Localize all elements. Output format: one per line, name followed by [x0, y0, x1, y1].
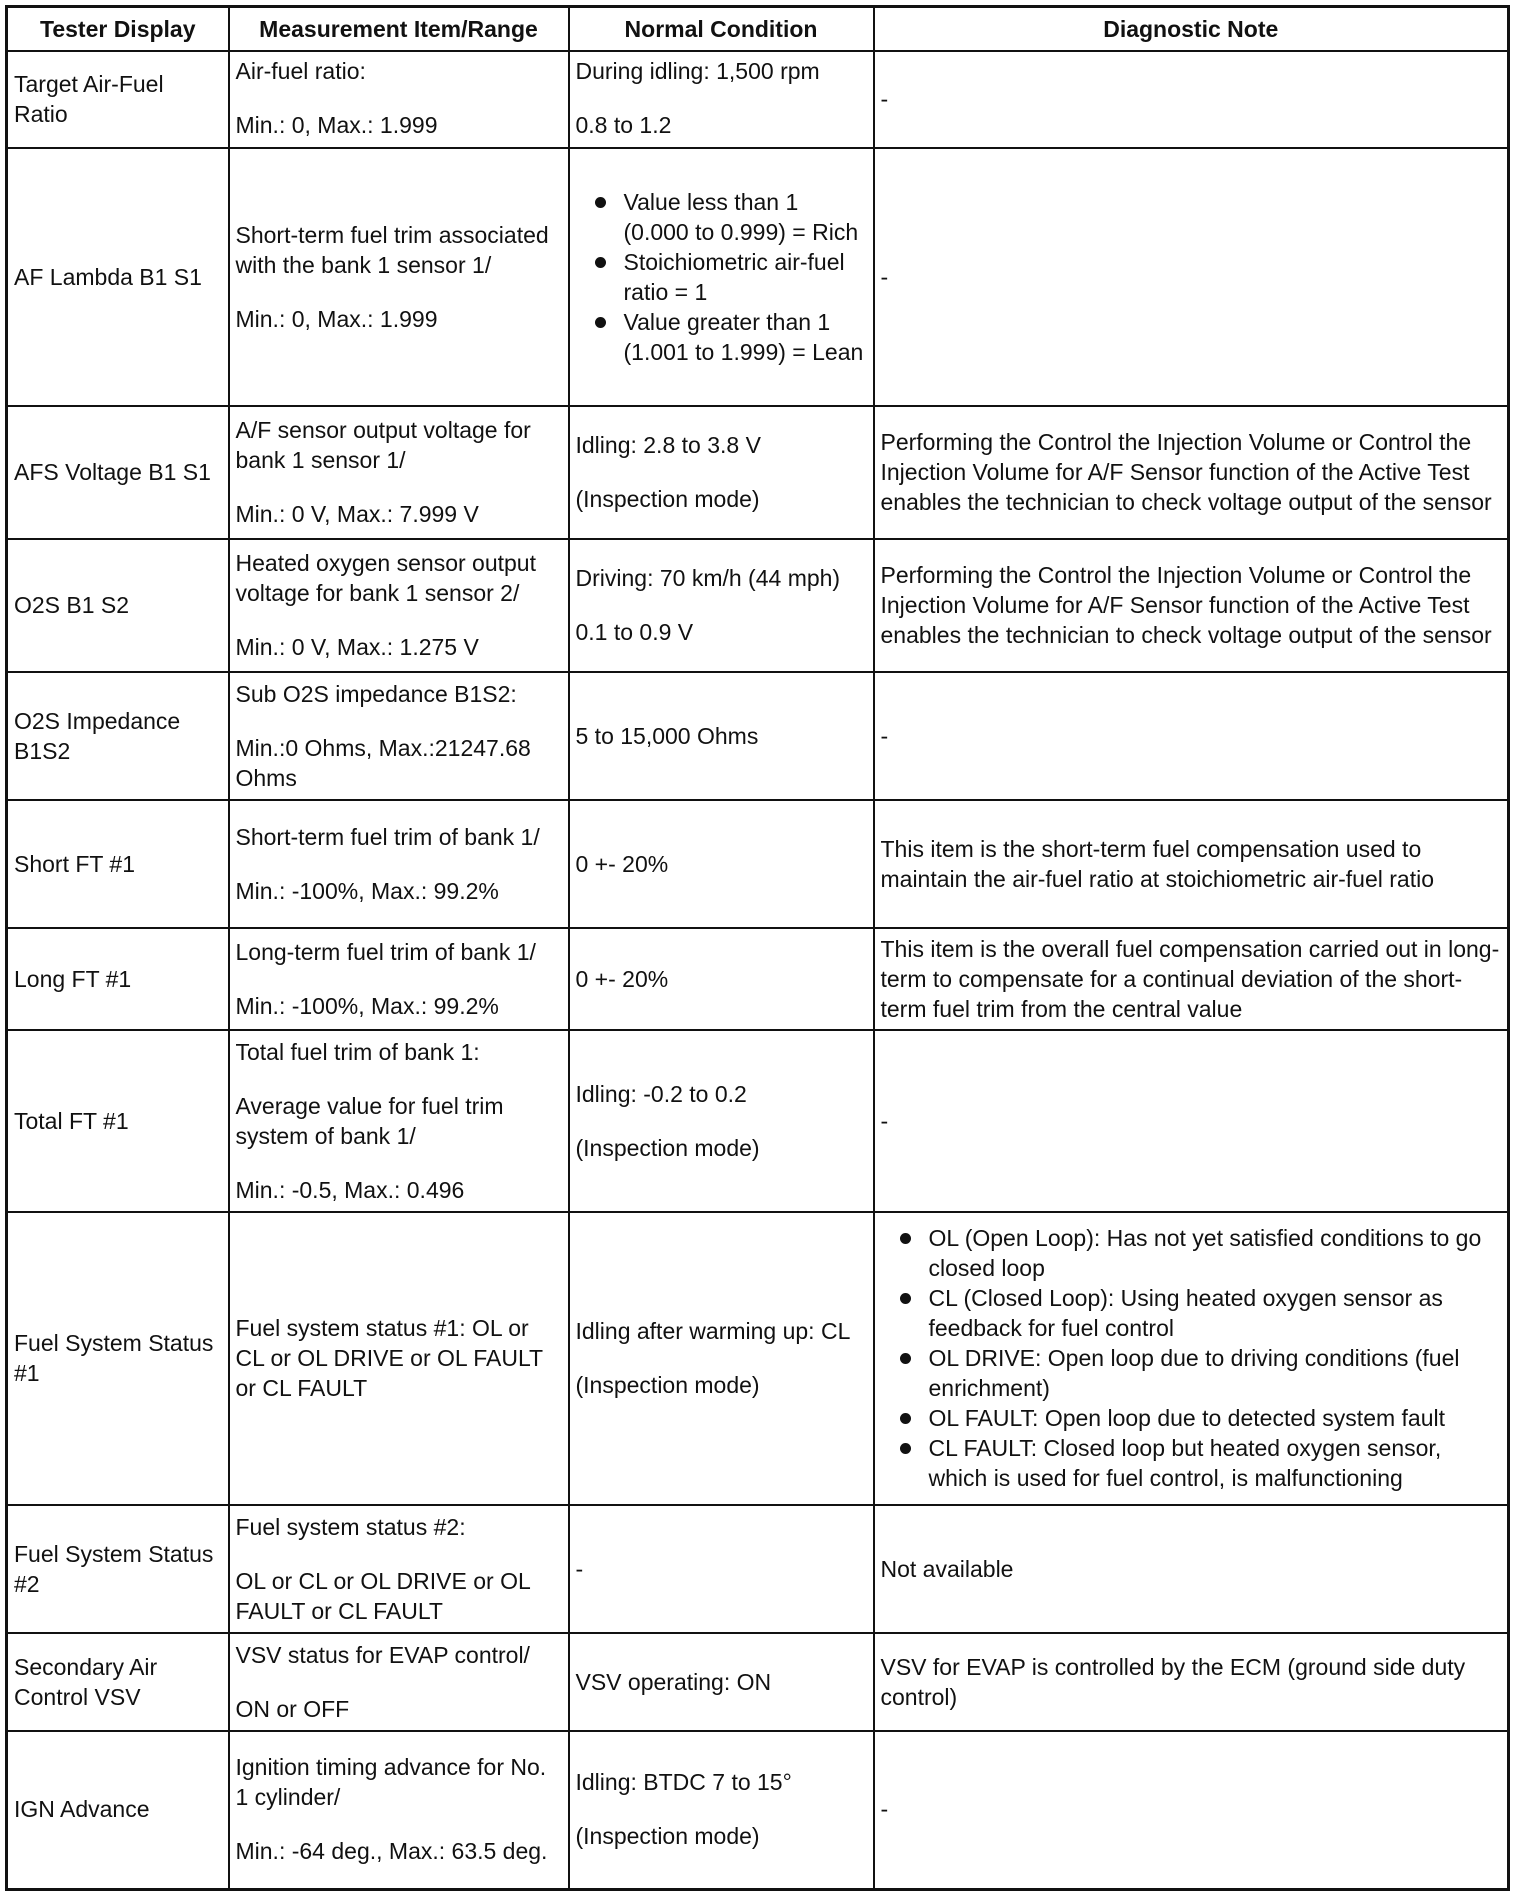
- normal-line: VSV operating: ON: [575, 1668, 772, 1695]
- table-row: [7, 672, 1509, 800]
- measurement-line: Min.:0 Ohms, Max.:21247.68 Ohms: [235, 734, 531, 791]
- normal-bullet-list: [576, 187, 867, 367]
- cell-normal-condition: [569, 1212, 874, 1505]
- cell-measurement: [229, 928, 569, 1030]
- cell-diagnostic-note: -: [874, 1030, 1509, 1212]
- header-tester-display: Tester Display: [7, 7, 229, 52]
- normal-line: (Inspection mode): [575, 1134, 760, 1161]
- cell-normal-condition: [569, 928, 874, 1030]
- cell-normal-condition: [569, 1505, 874, 1633]
- cell-diagnostic-note: Performing the Control the Injection Volume or Control the Injection Volume for A/F Sensor function of the Active Test enables the technician to check voltage output of the sensor: [874, 539, 1509, 672]
- cell-diagnostic-note: Performing the Control the Injection Volume or Control the Injection Volume for A/F Sensor function of the Active Test enables the technician to check voltage output of the sensor: [874, 406, 1509, 539]
- cell-normal-condition: [569, 672, 874, 800]
- measurement-line: Min.: -0.5, Max.: 0.496: [235, 1176, 465, 1203]
- cell-tester-display: Secondary Air Control VSV: [7, 1633, 229, 1731]
- diagnostic-data-table-page: [5, 5, 1507, 1891]
- cell-measurement: [229, 148, 569, 406]
- measurement-line: Min.: -100%, Max.: 99.2%: [235, 877, 499, 904]
- measurement-line: Total fuel trim of bank 1:: [235, 1038, 480, 1065]
- cell-normal-condition: [569, 1633, 874, 1731]
- table-row: [7, 928, 1509, 1030]
- normal-line: 0 +- 20%: [575, 850, 669, 877]
- cell-normal-condition: [569, 800, 874, 928]
- cell-tester-display: O2S Impedance B1S2: [7, 672, 229, 800]
- cell-tester-display: AF Lambda B1 S1: [7, 148, 229, 406]
- header-measurement-item: Measurement Item/Range: [229, 7, 569, 52]
- cell-tester-display: Fuel System Status #2: [7, 1505, 229, 1633]
- normal-line: (Inspection mode): [575, 1372, 760, 1398]
- cell-normal-condition: [569, 406, 874, 539]
- table-row: [7, 1030, 1509, 1212]
- measurement-line: Sub O2S impedance B1S2:: [235, 680, 517, 707]
- note-bullet-list: [881, 1223, 1502, 1493]
- table-row: [7, 51, 1509, 148]
- measurement-line: ON or OFF: [235, 1695, 350, 1722]
- normal-line: Idling: 2.8 to 3.8 V: [575, 432, 761, 458]
- normal-line: (Inspection mode): [575, 1823, 760, 1850]
- cell-diagnostic-note: -: [874, 1731, 1509, 1889]
- measurement-line: Min.: 0, Max.: 1.999: [235, 112, 438, 138]
- table-row: [7, 1633, 1509, 1731]
- bullet-item: OL FAULT: Open loop due to detected system fault: [881, 1403, 1502, 1433]
- bullet-item: Value greater than 1 (1.001 to 1.999) = Lean: [576, 307, 867, 367]
- cell-normal-condition: [569, 148, 874, 406]
- cell-tester-display: Fuel System Status #1: [7, 1212, 229, 1505]
- normal-line: Idling: BTDC 7 to 15°: [575, 1769, 792, 1796]
- cell-diagnostic-note: -: [874, 51, 1509, 148]
- measurement-line: Heated oxygen sensor output voltage for bank 1 sensor 2/: [235, 550, 536, 606]
- normal-line: 0 +- 20%: [575, 965, 669, 992]
- cell-tester-display: Target Air-Fuel Ratio: [7, 51, 229, 148]
- normal-line: 5 to 15,000 Ohms: [575, 722, 759, 749]
- data-list-table: [5, 5, 1510, 1891]
- cell-diagnostic-note: -: [874, 148, 1509, 406]
- measurement-line: Min.: -64 deg., Max.: 63.5 deg.: [235, 1838, 548, 1865]
- cell-diagnostic-note: This item is the overall fuel compensation carried out in long-term to compensate for a continual deviation of the short-term fuel trim from the central value: [874, 928, 1509, 1030]
- measurement-line: Min.: -100%, Max.: 99.2%: [235, 992, 499, 1019]
- measurement-line: Average value for fuel trim system of bank 1/: [235, 1092, 504, 1149]
- measurement-line: Short-term fuel trim of bank 1/: [235, 823, 540, 850]
- cell-measurement: [229, 539, 569, 672]
- cell-diagnostic-note: This item is the short-term fuel compensation used to maintain the air-fuel ratio at stoichiometric air-fuel ratio: [874, 800, 1509, 928]
- normal-line: During idling: 1,500 rpm: [575, 58, 820, 84]
- header-row: [7, 7, 1509, 52]
- normal-line: 0.8 to 1.2: [575, 112, 672, 138]
- table-row: [7, 1731, 1509, 1889]
- measurement-line: Fuel system status #2:: [235, 1513, 466, 1540]
- cell-measurement: [229, 406, 569, 539]
- cell-measurement: [229, 1633, 569, 1731]
- cell-normal-condition: [569, 51, 874, 148]
- normal-line: (Inspection mode): [575, 486, 760, 512]
- measurement-line: OL or CL or OL DRIVE or OL FAULT or CL FAULT: [235, 1567, 530, 1624]
- measurement-line: Ignition timing advance for No. 1 cylinder/: [235, 1754, 547, 1811]
- cell-measurement: [229, 1030, 569, 1212]
- cell-measurement: [229, 1212, 569, 1505]
- table-row: [7, 800, 1509, 928]
- bullet-item: CL FAULT: Closed loop but heated oxygen sensor, which is used for fuel control, is malfunctioning: [881, 1433, 1502, 1493]
- cell-tester-display: Long FT #1: [7, 928, 229, 1030]
- measurement-line: Short-term fuel trim associated with the bank 1 sensor 1/: [235, 221, 549, 278]
- bullet-item: OL (Open Loop): Has not yet satisfied conditions to go closed loop: [881, 1223, 1502, 1283]
- cell-diagnostic-note: Not available: [874, 1505, 1509, 1633]
- cell-diagnostic-note: [874, 1212, 1509, 1505]
- cell-normal-condition: [569, 539, 874, 672]
- measurement-line: Min.: 0 V, Max.: 1.275 V: [235, 634, 479, 660]
- normal-line: Idling: -0.2 to 0.2: [575, 1080, 747, 1107]
- normal-line: -: [575, 1555, 584, 1582]
- cell-tester-display: O2S B1 S2: [7, 539, 229, 672]
- measurement-line: Min.: 0, Max.: 1.999: [235, 305, 438, 332]
- measurement-line: Fuel system status #1: OL or CL or OL DRIVE or OL FAULT or CL FAULT: [235, 1315, 543, 1401]
- table-row: [7, 1505, 1509, 1633]
- bullet-item: OL DRIVE: Open loop due to driving conditions (fuel enrichment): [881, 1343, 1502, 1403]
- bullet-item: CL (Closed Loop): Using heated oxygen sensor as feedback for fuel control: [881, 1283, 1502, 1343]
- cell-normal-condition: [569, 1731, 874, 1889]
- table-row: [7, 406, 1509, 539]
- cell-measurement: [229, 1731, 569, 1889]
- bullet-item: Stoichiometric air-fuel ratio = 1: [576, 247, 867, 307]
- cell-measurement: [229, 1505, 569, 1633]
- normal-line: 0.1 to 0.9 V: [575, 619, 694, 645]
- cell-measurement: [229, 672, 569, 800]
- measurement-line: A/F sensor output voltage for bank 1 sensor 1/: [235, 417, 531, 473]
- header-normal-condition: Normal Condition: [569, 7, 874, 52]
- cell-normal-condition: [569, 1030, 874, 1212]
- header-diagnostic-note: Diagnostic Note: [874, 7, 1509, 52]
- cell-measurement: [229, 800, 569, 928]
- cell-diagnostic-note: -: [874, 672, 1509, 800]
- cell-tester-display: IGN Advance: [7, 1731, 229, 1889]
- normal-line: Driving: 70 km/h (44 mph): [575, 565, 841, 591]
- table-row: [7, 1212, 1509, 1505]
- measurement-line: VSV status for EVAP control/: [235, 1641, 530, 1668]
- cell-tester-display: AFS Voltage B1 S1: [7, 406, 229, 539]
- measurement-line: Long-term fuel trim of bank 1/: [235, 938, 536, 965]
- measurement-line: Min.: 0 V, Max.: 7.999 V: [235, 501, 479, 527]
- cell-tester-display: Short FT #1: [7, 800, 229, 928]
- table-row: [7, 148, 1509, 406]
- normal-line: Idling after warming up: CL: [575, 1318, 851, 1344]
- cell-measurement: [229, 51, 569, 148]
- cell-diagnostic-note: VSV for EVAP is controlled by the ECM (ground side duty control): [874, 1633, 1509, 1731]
- table-row: [7, 539, 1509, 672]
- cell-tester-display: Total FT #1: [7, 1030, 229, 1212]
- bullet-item: Value less than 1 (0.000 to 0.999) = Rich: [576, 187, 867, 247]
- measurement-line: Air-fuel ratio:: [235, 58, 366, 84]
